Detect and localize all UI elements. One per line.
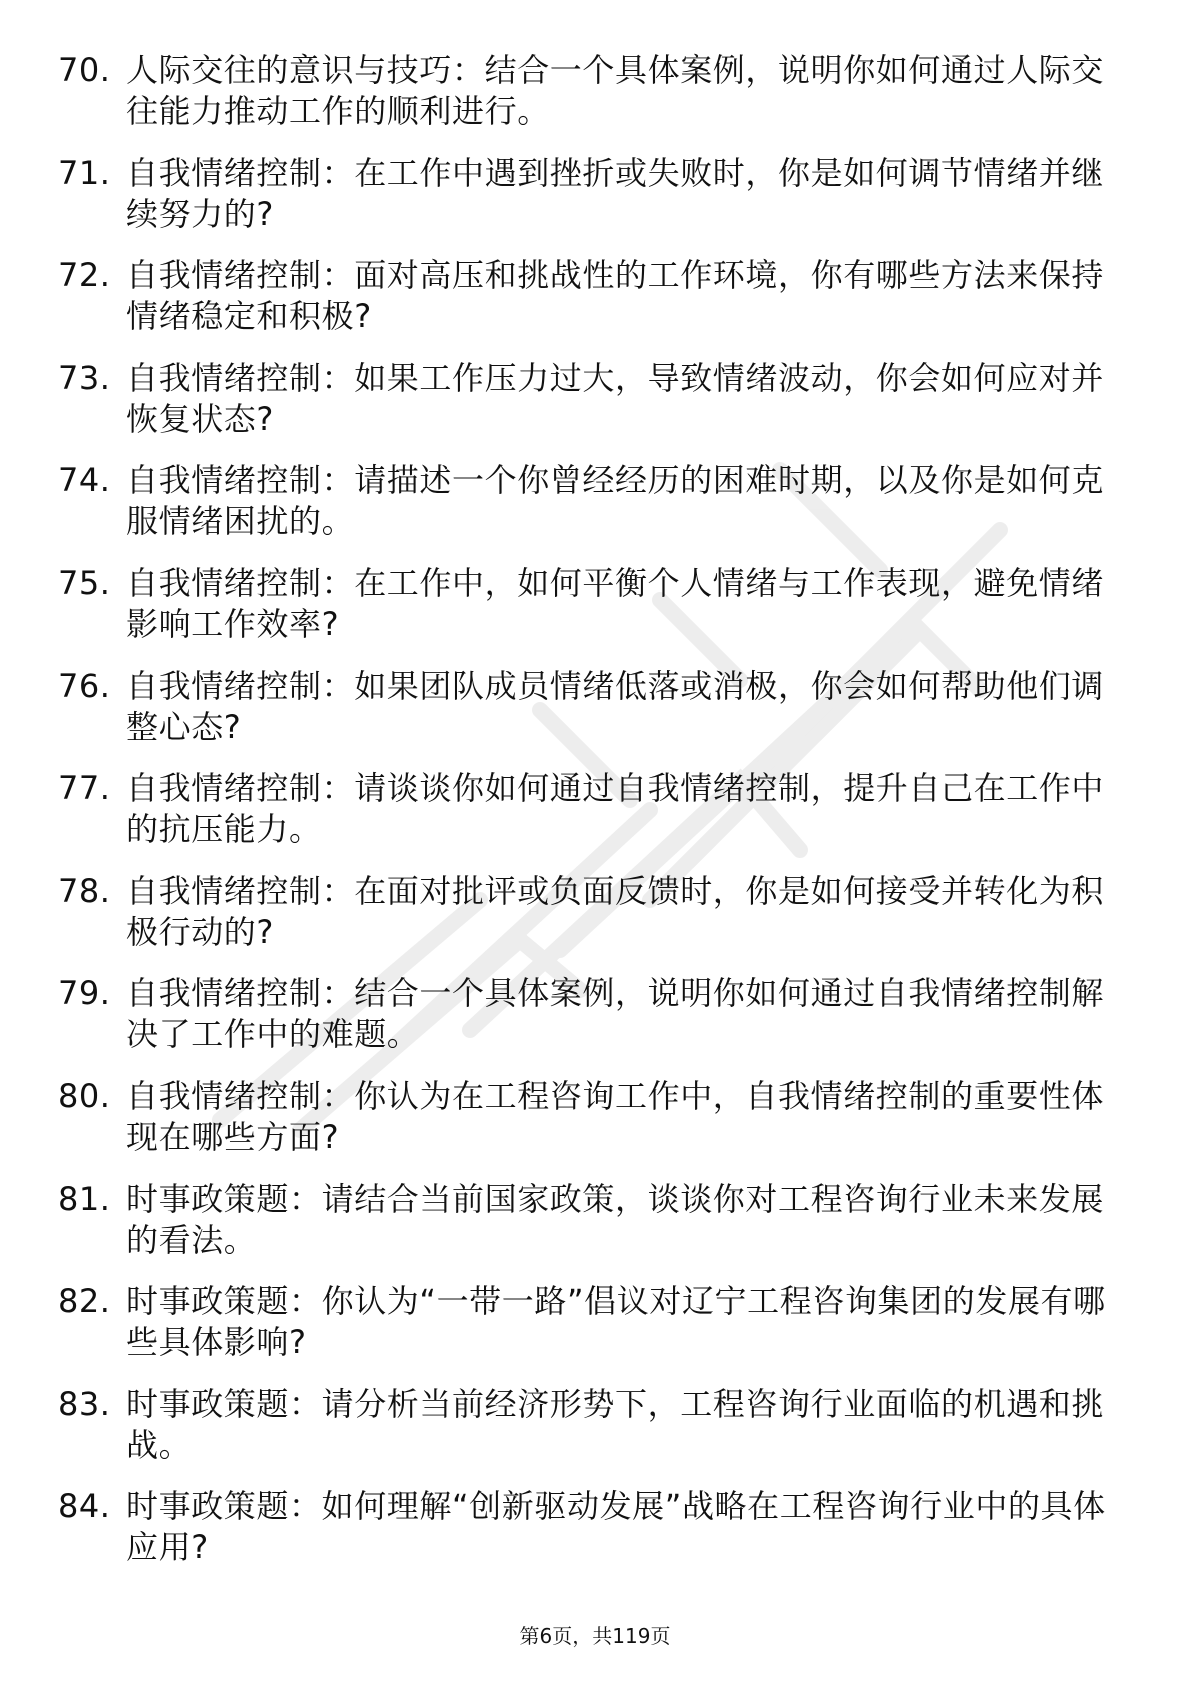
question-text: 自我情绪控制：面对高压和挑战性的工作环境，你有哪些方法来保持情绪稳定和积极? (126, 256, 1105, 336)
question-text: 时事政策题：请结合当前国家政策，谈谈你对工程咨询行业未来发展的看法。 (126, 1179, 1105, 1259)
question-text: 时事政策题：如何理解“创新驱动发展”战略在工程咨询行业中的具体应用? (126, 1487, 1106, 1567)
list-item (0, 50, 1190, 153)
question-text: 自我情绪控制：如果团队成员情绪低落或消极，你会如何帮助他们调整心态? (126, 666, 1105, 746)
question-number: 76. (58, 666, 111, 705)
question-number: 83. (58, 1384, 111, 1423)
question-number: 79. (58, 974, 111, 1013)
question-number: 73. (58, 358, 111, 397)
list-item (0, 153, 1190, 256)
question-text: 时事政策题：你认为“一带一路”倡议对辽宁工程咨询集团的发展有哪些具体影响? (126, 1282, 1106, 1362)
question-number: 82. (58, 1282, 111, 1321)
list-item (0, 1076, 1190, 1179)
list-item (0, 255, 1190, 358)
list-item (0, 1179, 1190, 1282)
question-text: 自我情绪控制：在面对批评或负面反馈时，你是如何接受并转化为积极行动的? (126, 871, 1105, 951)
question-number: 72. (58, 256, 111, 295)
question-text: 自我情绪控制：你认为在工程咨询工作中，自我情绪控制的重要性体现在哪些方面? (126, 1076, 1105, 1156)
list-item (0, 973, 1190, 1076)
question-list (0, 50, 1190, 1589)
question-number: 84. (58, 1487, 111, 1526)
list-item (0, 460, 1190, 563)
list-item (0, 1384, 1190, 1487)
question-number: 70. (58, 51, 111, 89)
page-footer: 第6页，共119页 (519, 1624, 671, 1648)
question-number: 81. (58, 1179, 111, 1218)
list-item (0, 768, 1190, 871)
question-number: 74. (58, 461, 111, 500)
question-text: 自我情绪控制：请描述一个你曾经经历的困难时期，以及你是如何克服情绪困扰的。 (126, 461, 1105, 541)
question-text: 自我情绪控制：在工作中，如何平衡个人情绪与工作表现，避免情绪影响工作效率? (126, 563, 1105, 643)
question-number: 75. (58, 563, 111, 602)
question-number: 80. (58, 1076, 111, 1115)
list-item (0, 358, 1190, 461)
list-item (0, 1486, 1190, 1589)
question-text: 自我情绪控制：请谈谈你如何通过自我情绪控制，提升自己在工作中的抗压能力。 (126, 769, 1105, 849)
question-text: 时事政策题：请分析当前经济形势下，工程咨询行业面临的机遇和挑战。 (126, 1384, 1105, 1464)
question-text: 自我情绪控制：如果工作压力过大，导致情绪波动，你会如何应对并恢复状态? (126, 358, 1105, 438)
list-item (0, 1281, 1190, 1384)
list-item (0, 871, 1190, 974)
question-text: 自我情绪控制：结合一个具体案例，说明你如何通过自我情绪控制解决了工作中的难题。 (126, 974, 1105, 1054)
question-number: 78. (58, 871, 111, 910)
question-text: 人际交往的意识与技巧：结合一个具体案例，说明你如何通过人际交往能力推动工作的顺利进行。 (126, 51, 1105, 130)
list-item (0, 666, 1190, 769)
question-text: 自我情绪控制：在工作中遇到挫折或失败时，你是如何调节情绪并继续努力的? (126, 153, 1105, 233)
question-number: 71. (58, 153, 111, 192)
list-item (0, 563, 1190, 666)
question-number: 77. (58, 769, 111, 808)
